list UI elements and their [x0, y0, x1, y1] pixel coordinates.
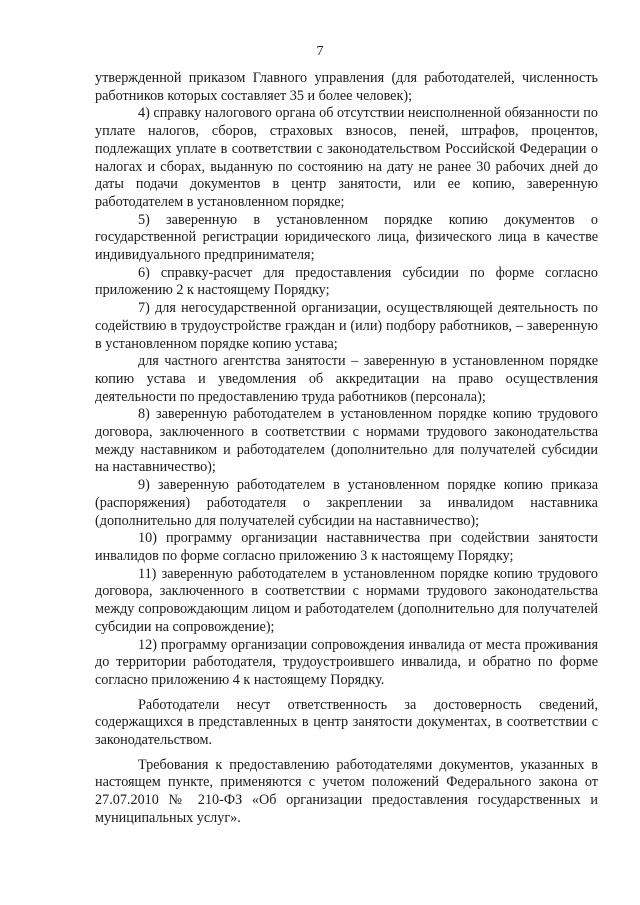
page-number: 7: [316, 44, 324, 59]
paragraph-item-9: 9) заверенную работодателем в установленном порядке копию приказа (распоряжения) работодателя о закреплении за инвалидом наставника (дополнительно для получателей субсидии на наставничество);: [95, 477, 598, 529]
paragraph-responsibility: Работодатели несут ответственность за достоверность сведений, содержащихся в представленных в центр занятости документах, в соответствии с законодательством.: [95, 696, 598, 749]
paragraph-item-6: 6) справку-расчет для предоставления субсидии по форме согласно приложению 2 к настоящему Порядку;: [95, 264, 598, 299]
paragraph-item-11: 11) заверенную работодателем в установленном порядке копию трудового договора, заключенного в соответствии с нормами трудового законодательства между сопровождающим лицом и работодателем (дополнительно для получателей субсидии на сопровождение);: [95, 565, 598, 635]
paragraph-continuation: утвержденной приказом Главного управления (для работодателей, численность работников которых составляет 35 и более человек);: [95, 70, 598, 104]
paragraph-item-12: 12) программу организации сопровождения инвалида от места проживания до территории работодателя, трудоустроившего инвалида, и обратно по форме согласно приложению 4 к настоящему Порядку.: [95, 636, 598, 688]
paragraph-requirements: Требования к предоставлению работодателями документов, указанных в настоящем пункте, применяются с учетом положений Федерального закона от 27.07.2010 № 210-ФЗ «Об организации предоставления государственных и муниципальных услуг».: [95, 756, 598, 826]
paragraph-item-5: 5) заверенную в установленном порядке копию документов о государственной регистрации юридического лица, физического лица в качестве индивидуального предпринимателя;: [95, 211, 598, 264]
paragraph-item-7: 7) для негосударственной организации, осуществляющей деятельность по содействию в трудоустройстве граждан и (или) подбору работников, – заверенную в установленном порядке копию устава;: [95, 300, 598, 352]
paragraph-item-8: 8) заверенную работодателем в установленном порядке копию трудового договора, заключенного в соответствии с нормами трудового законодательства между наставником и работодателем (дополнительно для получателей субсидии на наставничество);: [95, 406, 598, 476]
paragraph-item-7-private-agency: для частного агентства занятости – заверенную в установленном порядке копию устава и уведомления об аккредитации на право осуществления деятельности по предоставлению труда работников (персонала);: [95, 353, 598, 405]
document-body: [95, 70, 598, 828]
paragraph-item-10: 10) программу организации наставничества при содействии занятости инвалидов по форме согласно приложению 3 к настоящему Порядку;: [95, 530, 598, 564]
paragraph-item-4: 4) справку налогового органа об отсутствии неисполненной обязанности по уплате налогов, сборов, страховых взносов, пеней, штрафов, процентов, подлежащих уплате в соответствии с законодательством Российской Федерации о налогах и сборах, выданную по состоянию на дату не ранее 30 рабочих дней до даты подачи документов в центр занятости, или ее копию, заверенную работодателем в установленном порядке;: [95, 105, 598, 210]
